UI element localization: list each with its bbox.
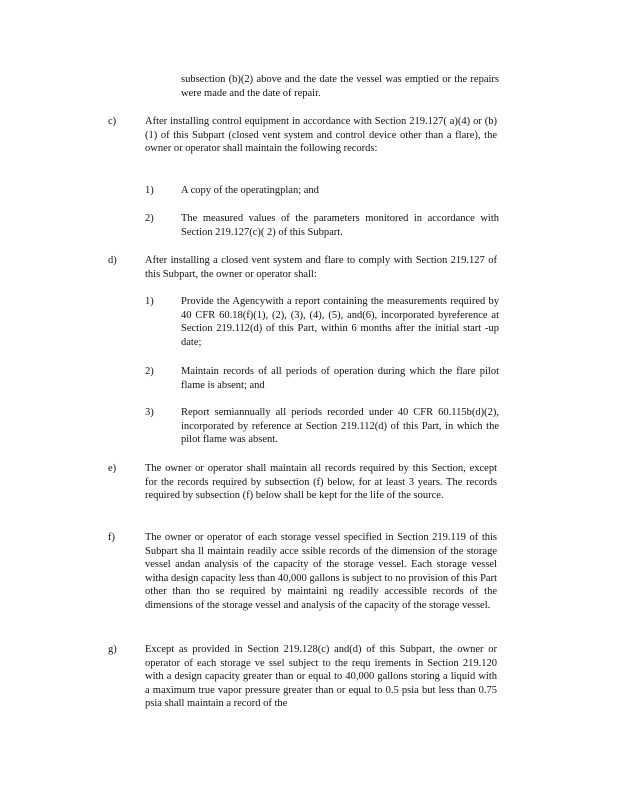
item-text-c: After installing control equipment in accordance with Section 219.127( a)(4) or (b)(1) of this Subpart (closed vent system and control device other than a flare), the owner or operator shall maintain the following records: [145, 116, 497, 154]
item-label-f: f) [108, 532, 115, 543]
subitem-label-d-2: 2) [145, 366, 154, 377]
item-text-f: The owner or operator of each storage vessel specified in Section 219.119 of this Subpart sha ll maintain readily acce ssible records of the dimension of the storage vessel andan analysis of the capacity of the storage vessel. Each storage vessel witha design capacity less than 40,000 gallons is subject to no provision of this Part other than tho se required by maintaini ng readily accessible records of the dimensions of the storage vessel and analysis of the capacity of the storage vessel. [145, 532, 497, 611]
subitem-text-c-1: A copy of the operatingplan; and [181, 185, 319, 196]
continuation-paragraph: subsection (b)(2) above and the date the vessel was emptied or the repairs were made and the date of repair. [181, 74, 499, 99]
item-label-g: g) [108, 644, 117, 655]
item-label-d: d) [108, 255, 117, 266]
subitem-text-c-2: The measured values of the parameters monitored in accordance with Section 219.127(c)( 2) of this Subpart. [181, 213, 499, 238]
subitem-label-d-3: 3) [145, 407, 154, 418]
item-text-g: Except as provided in Section 219.128(c) and(d) of this Subpart, the owner or operator of each storage ve ssel subject to the requ irements in Section 219.120 with a design capacity greater than or equal to 40,000 gallons storing a liquid with a maximum true vapor pressure greater than or equal to 0.5 psia but less than 0.75 psia shall maintain a record of the [145, 644, 497, 709]
subitem-label-d-1: 1) [145, 296, 154, 307]
subitem-text-d-1: Provide the Agencywith a report containing the measurements required by 40 CFR 60.18(f)(1), (2), (3), (4), (5), and(6), incorporated byreference at Section 219.112(d) of this Part, within 6 months after the initial start -up date; [181, 296, 499, 348]
item-label-e: e) [108, 463, 117, 474]
subitem-text-d-2: Maintain records of all periods of operation during which the flare pilot flame is absent; and [181, 366, 499, 391]
item-label-c: c) [108, 116, 117, 127]
subitem-label-c-2: 2) [145, 213, 154, 224]
subitem-label-c-1: 1) [145, 185, 154, 196]
item-text-e: The owner or operator shall maintain all records required by this Section, except for the records required by subsection (f) below, for at least 3 years. The records required by subsection (f) below shall be kept for the life of the source. [145, 463, 497, 501]
subitem-text-d-3: Report semiannually all periods recorded under 40 CFR 60.115b(d)(2), incorporated by reference at Section 219.112(d) of this Part, in which the pilot flame was absent. [181, 407, 499, 445]
item-text-d: After installing a closed vent system and flare to comply with Section 219.127 of this Subpart, the owner or operator shall: [145, 255, 497, 280]
